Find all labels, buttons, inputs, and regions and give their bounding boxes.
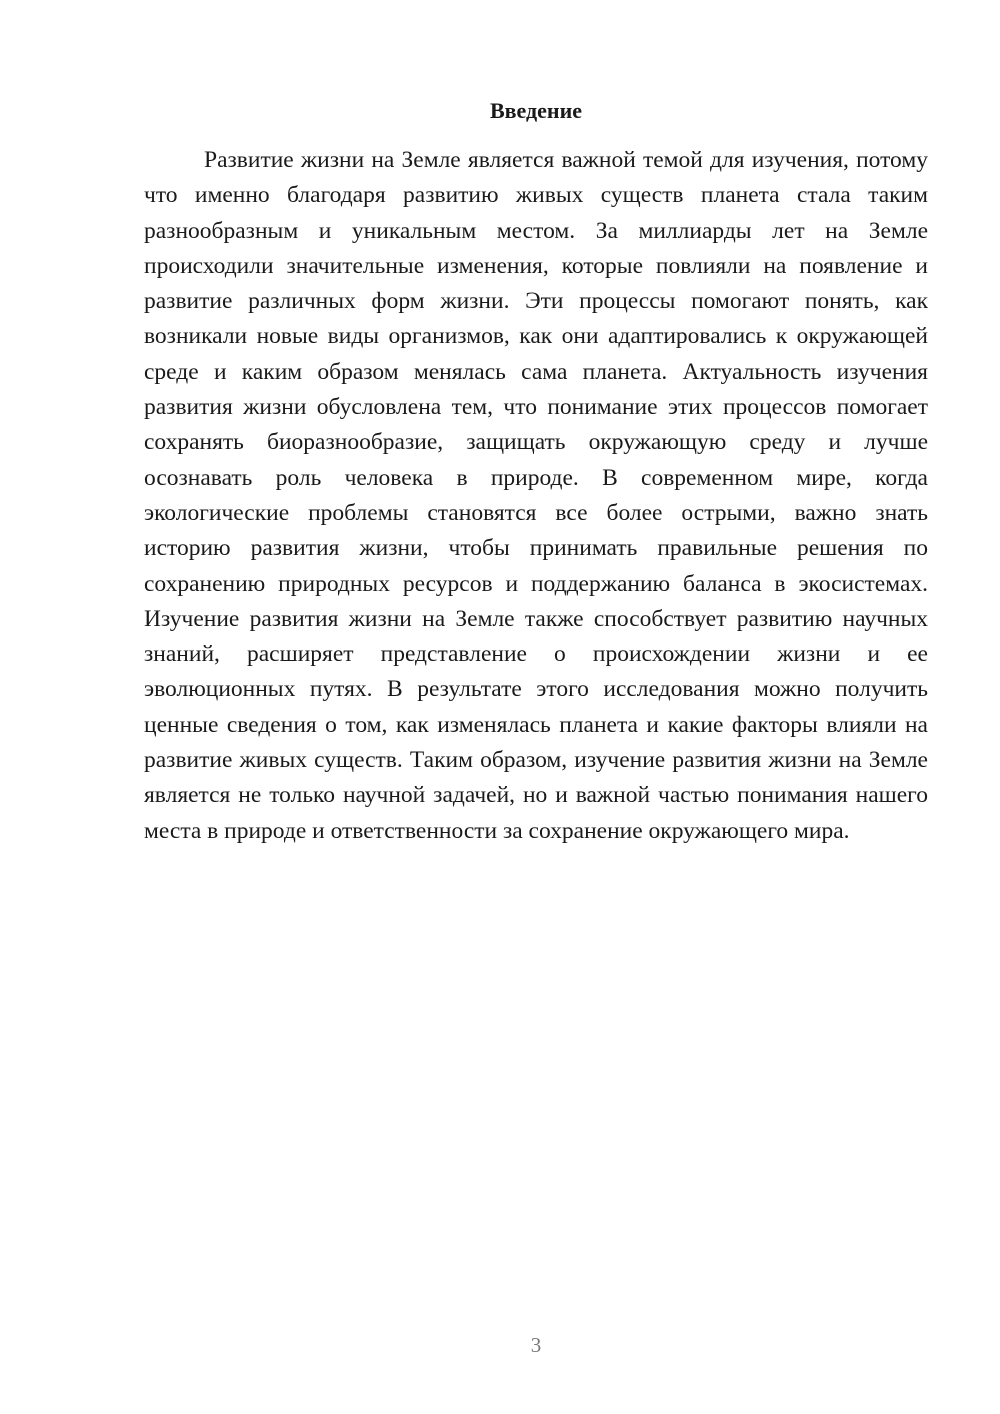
body-paragraph: Развитие жизни на Земле является важной темой для изучения, потому что именно благодаря развитию живых существ планета стала таким разнообразным и уникальным местом. За миллиарды лет на Земле происходили значительные изменения, которые повлияли на появление и развитие различных форм жизни. Эти процессы помогают понять, как возникали новые виды организмов, как они адаптировались к окружающей среде и каким образом менялась сама планета. Актуальность изучения развития жизни обусловлена тем, что понимание этих процессов помогает сохранять биоразнообразие, защищать окружающую среду и лучше осознавать роль человека в природе. В современном мире, когда экологические проблемы становятся все более острыми, важно знать историю развития жизни, чтобы принимать правильные решения по сохранению природных ресурсов и поддержанию баланса в экосистемах. Изучение развития жизни на Земле также способствует развитию научных знаний, расширяет представление о происхождении жизни и ее эволюционных путях. В результате этого исследования можно получить ценные сведения о том, как изменялась планета и какие факторы влияли на развитие живых существ. Таким образом, изучение развития жизни на Земле является не только научной задачей, но и важной частью понимания нашего места в природе и ответственности за сохранение окружающего мира. [144, 147, 928, 844]
page-number: 3 [530, 1333, 542, 1357]
section-heading: Введение [489, 98, 583, 123]
